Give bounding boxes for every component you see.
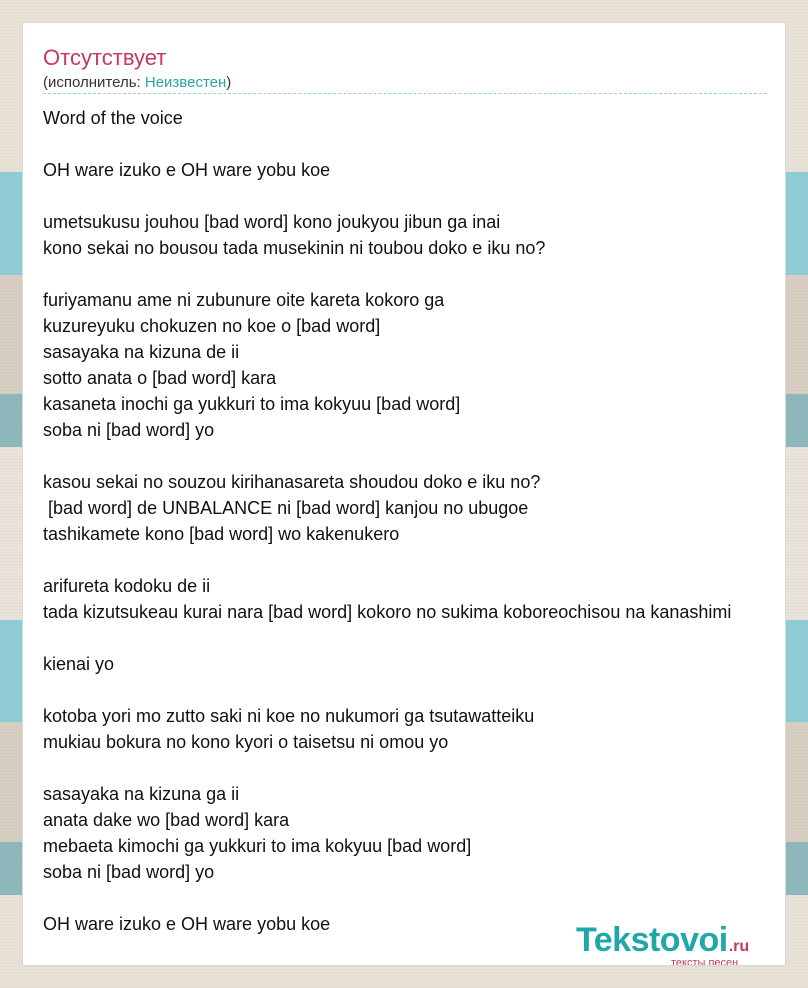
lyrics-line: OH ware izuko e OH ware yobu koe xyxy=(43,914,331,934)
lyrics-line: anata dake wo [bad word] kara xyxy=(43,810,290,830)
artist-prefix: (исполнитель: xyxy=(43,74,145,91)
lyrics-blank-line xyxy=(43,131,786,157)
lyrics-line: sotto anata o [bad word] kara xyxy=(43,368,277,388)
lyrics-line: sasayaka na kizuna ga ii xyxy=(43,784,240,804)
lyrics-line: mukiau bokura no kono kyori o taisetsu ni omou yo xyxy=(43,732,449,752)
song-title: Отсутствует xyxy=(43,45,167,70)
artist-link[interactable]: Неизвестен xyxy=(144,74,227,91)
lyrics-line: kuzureyuku chokuzen no koe o [bad word] xyxy=(43,316,381,336)
lyrics-blank-line xyxy=(43,261,786,287)
lyrics-line: Word of the voice xyxy=(43,108,183,128)
lyrics-blank-line xyxy=(43,183,786,209)
lyrics-blank-line xyxy=(43,547,786,573)
lyrics-blank-line xyxy=(43,625,786,651)
header-divider xyxy=(43,93,767,94)
lyrics-blank-line xyxy=(43,443,786,469)
lyrics-line: sasayaka na kizuna de ii xyxy=(43,342,240,362)
lyrics-card xyxy=(22,22,786,966)
lyrics-text xyxy=(43,105,786,937)
artist-line xyxy=(43,74,231,91)
lyrics-line: tashikamete kono [bad word] wo kakenukero xyxy=(43,524,400,544)
lyrics-line: soba ni [bad word] yo xyxy=(43,420,215,440)
lyrics-blank-line xyxy=(43,755,786,781)
lyrics-blank-line xyxy=(43,677,786,703)
artist-suffix: ) xyxy=(226,74,232,91)
lyrics-line: kotoba yori mo zutto saki ni koe no nukumori ga tsutawatteiku xyxy=(43,706,535,726)
logo-tld: .ru xyxy=(728,938,750,955)
lyrics-line: kasou sekai no souzou kirihanasareta shoudou doko e iku no? xyxy=(43,472,541,492)
lyrics-line: kasaneta inochi ga yukkuri to ima kokyuu [bad word] xyxy=(43,394,461,414)
lyrics-line: tada kizutsukeau kurai nara [bad word] kokoro no sukima koboreochisou na kanashimi xyxy=(43,602,732,622)
logo-tagline: тексты песен xyxy=(671,957,739,966)
lyrics-line: kienai yo xyxy=(43,654,115,674)
lyrics-line: furiyamanu ame ni zubunure oite kareta kokoro ga xyxy=(43,290,445,310)
lyrics-line: soba ni [bad word] yo xyxy=(43,862,215,882)
lyrics-line: mebaeta kimochi ga yukkuri to ima kokyuu [bad word] xyxy=(43,836,472,856)
logo-wordmark: Tekstovoi xyxy=(576,921,728,959)
lyrics-line: kono sekai no bousou tada musekinin ni toubou doko e iku no? xyxy=(43,238,546,258)
lyrics-line: OH ware izuko e OH ware yobu koe xyxy=(43,160,331,180)
site-logo[interactable] xyxy=(576,921,750,966)
lyrics-blank-line xyxy=(43,885,786,911)
lyrics-line: arifureta kodoku de ii xyxy=(43,576,211,596)
lyrics-line: [bad word] de UNBALANCE ni [bad word] kanjou no ubugoe xyxy=(43,498,529,518)
lyrics-line: umetsukusu jouhou [bad word] kono joukyou jibun ga inai xyxy=(43,212,501,232)
